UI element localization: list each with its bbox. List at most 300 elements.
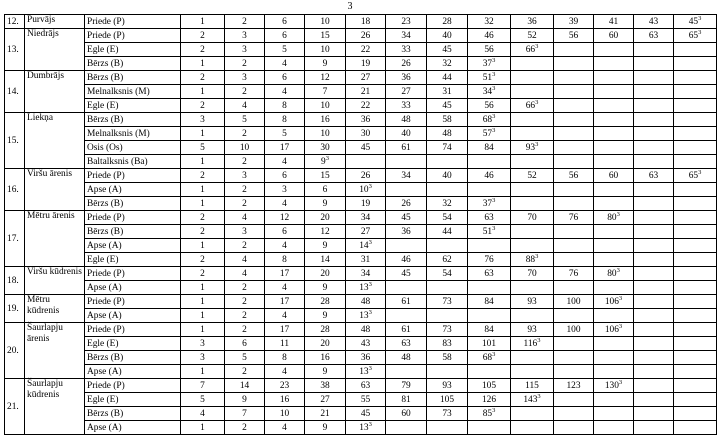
- species-name: Bērzs (B): [85, 351, 181, 365]
- value-cell: 10: [265, 407, 305, 421]
- value-cell: [554, 183, 594, 197]
- value-cell: 1: [181, 281, 225, 295]
- species-name: Priede (P): [85, 267, 181, 281]
- table-row: [5, 407, 717, 421]
- value-cell: [554, 141, 594, 155]
- species-name: Bērzs (B): [85, 197, 181, 211]
- value-cell: 7: [225, 407, 265, 421]
- value-cell: [634, 407, 674, 421]
- value-cell: 34: [386, 29, 427, 43]
- value-cell: 45: [386, 267, 427, 281]
- value-cell: 46: [468, 29, 511, 43]
- group-number: 18.: [5, 267, 25, 295]
- group-number: 19.: [5, 295, 25, 323]
- value-cell: [674, 365, 717, 379]
- value-cell: [594, 197, 634, 211]
- value-cell: 28: [305, 323, 346, 337]
- value-cell: [634, 267, 674, 281]
- species-name: Bērzs (B): [85, 225, 181, 239]
- value-cell: 4: [181, 407, 225, 421]
- value-cell: [554, 365, 594, 379]
- value-cell: 61: [386, 141, 427, 155]
- value-cell: [674, 127, 717, 141]
- value-cell: [634, 281, 674, 295]
- value-cell: 23: [265, 379, 305, 393]
- value-cell: [594, 365, 634, 379]
- species-name: Egle (E): [85, 99, 181, 113]
- value-cell: [554, 71, 594, 85]
- value-cell: [634, 323, 674, 337]
- forest-type-name: Šaurlapju kūdrenis: [25, 379, 85, 435]
- value-cell: $45^3$: [674, 15, 717, 29]
- value-cell: [511, 365, 554, 379]
- value-cell: 63: [468, 267, 511, 281]
- value-cell: 4: [265, 197, 305, 211]
- value-cell: [594, 225, 634, 239]
- value-cell: 56: [468, 99, 511, 113]
- value-cell: 4: [265, 155, 305, 169]
- value-cell: $37^3$: [468, 57, 511, 71]
- value-cell: 8: [265, 113, 305, 127]
- value-cell: 22: [346, 99, 386, 113]
- value-cell: 9: [305, 365, 346, 379]
- species-name: Egle (E): [85, 253, 181, 267]
- value-cell: 4: [265, 239, 305, 253]
- species-name: Apse (A): [85, 421, 181, 435]
- value-cell: 48: [346, 323, 386, 337]
- value-cell: 4: [265, 365, 305, 379]
- species-name: Priede (P): [85, 15, 181, 29]
- value-cell: [634, 127, 674, 141]
- table-row: [5, 211, 717, 225]
- value-cell: 70: [511, 211, 554, 225]
- value-cell: [674, 225, 717, 239]
- value-cell: [386, 365, 427, 379]
- value-cell: 93: [511, 295, 554, 309]
- table-row: [5, 85, 717, 99]
- value-cell: 1: [181, 127, 225, 141]
- value-cell: 1: [181, 309, 225, 323]
- value-cell: [594, 407, 634, 421]
- value-cell: [594, 337, 634, 351]
- forest-type-name: Dumbrājs: [25, 71, 85, 113]
- value-cell: 105: [468, 379, 511, 393]
- value-cell: [674, 281, 717, 295]
- value-cell: 20: [305, 211, 346, 225]
- value-cell: 26: [346, 169, 386, 183]
- value-cell: [594, 85, 634, 99]
- value-cell: 5: [181, 393, 225, 407]
- value-cell: 4: [225, 99, 265, 113]
- value-cell: 100: [554, 323, 594, 337]
- value-cell: 10: [305, 15, 346, 29]
- value-cell: 4: [265, 281, 305, 295]
- group-number: 12.: [5, 15, 25, 29]
- value-cell: [674, 295, 717, 309]
- value-cell: 2: [181, 99, 225, 113]
- value-cell: 3: [225, 71, 265, 85]
- table-row: [5, 141, 717, 155]
- value-cell: 2: [225, 15, 265, 29]
- value-cell: [634, 351, 674, 365]
- value-cell: [511, 239, 554, 253]
- value-cell: 45: [427, 43, 468, 57]
- value-cell: 54: [427, 211, 468, 225]
- value-cell: 56: [468, 43, 511, 57]
- value-cell: $65^3$: [674, 29, 717, 43]
- table-row: [5, 365, 717, 379]
- value-cell: 2: [181, 169, 225, 183]
- value-cell: 2: [181, 29, 225, 43]
- value-cell: 1: [181, 323, 225, 337]
- value-cell: $10^3$: [346, 183, 386, 197]
- value-cell: [511, 155, 554, 169]
- value-cell: [674, 407, 717, 421]
- value-cell: $88^3$: [511, 253, 554, 267]
- species-name: Priede (P): [85, 323, 181, 337]
- value-cell: [594, 183, 634, 197]
- value-cell: [634, 43, 674, 57]
- species-name: Priede (P): [85, 295, 181, 309]
- value-cell: $13^3$: [346, 365, 386, 379]
- value-cell: [674, 267, 717, 281]
- species-name: Bērzs (B): [85, 407, 181, 421]
- value-cell: 10: [225, 141, 265, 155]
- value-cell: 15: [305, 29, 346, 43]
- value-cell: 76: [468, 253, 511, 267]
- value-cell: $68^3$: [468, 351, 511, 365]
- value-cell: [674, 421, 717, 435]
- value-cell: [511, 113, 554, 127]
- value-cell: [674, 323, 717, 337]
- table-row: [5, 323, 717, 337]
- value-cell: [634, 365, 674, 379]
- value-cell: [594, 141, 634, 155]
- value-cell: 5: [225, 113, 265, 127]
- value-cell: 16: [265, 393, 305, 407]
- group-number: 21.: [5, 379, 25, 435]
- value-cell: [674, 393, 717, 407]
- value-cell: $106^3$: [594, 323, 634, 337]
- value-cell: 105: [427, 393, 468, 407]
- value-cell: 3: [225, 225, 265, 239]
- value-cell: [554, 281, 594, 295]
- value-cell: [511, 281, 554, 295]
- value-cell: 1: [181, 197, 225, 211]
- value-cell: 48: [386, 351, 427, 365]
- value-cell: [511, 421, 554, 435]
- value-cell: 81: [386, 393, 427, 407]
- value-cell: 56: [554, 29, 594, 43]
- forest-type-name: Viršu ārenis: [25, 169, 85, 211]
- value-cell: 36: [346, 113, 386, 127]
- value-cell: 12: [305, 225, 346, 239]
- species-name: Apse (A): [85, 281, 181, 295]
- value-cell: 6: [225, 337, 265, 351]
- value-cell: 45: [386, 211, 427, 225]
- value-cell: [594, 99, 634, 113]
- value-cell: [634, 295, 674, 309]
- value-cell: 2: [225, 281, 265, 295]
- value-cell: 60: [386, 407, 427, 421]
- value-cell: 36: [346, 351, 386, 365]
- value-cell: 3: [225, 29, 265, 43]
- value-cell: 62: [427, 253, 468, 267]
- value-cell: [554, 113, 594, 127]
- value-cell: [427, 421, 468, 435]
- value-cell: 1: [181, 295, 225, 309]
- value-cell: $68^3$: [468, 113, 511, 127]
- table-row: [5, 337, 717, 351]
- value-cell: 40: [386, 127, 427, 141]
- value-cell: 23: [386, 15, 427, 29]
- value-cell: 2: [225, 57, 265, 71]
- value-cell: 20: [305, 267, 346, 281]
- value-cell: 43: [634, 15, 674, 29]
- species-name: Bērzs (B): [85, 113, 181, 127]
- value-cell: [554, 239, 594, 253]
- value-cell: $65^3$: [674, 169, 717, 183]
- value-cell: 3: [181, 351, 225, 365]
- forest-type-name: Mētru kūdrenis: [25, 295, 85, 323]
- value-cell: 5: [181, 141, 225, 155]
- value-cell: [674, 309, 717, 323]
- value-cell: [594, 351, 634, 365]
- value-cell: 8: [265, 99, 305, 113]
- value-cell: 46: [386, 253, 427, 267]
- value-cell: [634, 141, 674, 155]
- group-number: 20.: [5, 323, 25, 379]
- value-cell: 2: [225, 85, 265, 99]
- value-cell: [674, 71, 717, 85]
- table-row: [5, 239, 717, 253]
- species-name: Apse (A): [85, 183, 181, 197]
- value-cell: 2: [181, 211, 225, 225]
- value-cell: 14: [225, 379, 265, 393]
- value-cell: 48: [427, 127, 468, 141]
- value-cell: 16: [305, 351, 346, 365]
- value-cell: [634, 421, 674, 435]
- value-cell: 58: [427, 351, 468, 365]
- value-cell: $80^3$: [594, 267, 634, 281]
- value-cell: [554, 57, 594, 71]
- value-cell: $14^3$: [346, 239, 386, 253]
- value-cell: 14: [305, 253, 346, 267]
- table-row: [5, 379, 717, 393]
- value-cell: [427, 309, 468, 323]
- value-cell: 126: [468, 393, 511, 407]
- value-cell: 45: [427, 99, 468, 113]
- value-cell: 3: [181, 113, 225, 127]
- value-cell: 40: [427, 29, 468, 43]
- value-cell: [674, 155, 717, 169]
- value-cell: 100: [554, 295, 594, 309]
- value-cell: [634, 85, 674, 99]
- value-cell: 34: [386, 169, 427, 183]
- value-cell: 2: [225, 127, 265, 141]
- value-cell: 30: [346, 127, 386, 141]
- value-cell: 4: [225, 267, 265, 281]
- value-cell: 6: [305, 183, 346, 197]
- table-row: [5, 197, 717, 211]
- value-cell: 19: [346, 197, 386, 211]
- value-cell: [674, 85, 717, 99]
- value-cell: [634, 113, 674, 127]
- value-cell: [346, 155, 386, 169]
- value-cell: [554, 309, 594, 323]
- value-cell: [594, 155, 634, 169]
- page-number: 3: [347, 1, 353, 12]
- value-cell: [594, 239, 634, 253]
- value-cell: 26: [346, 29, 386, 43]
- value-cell: 45: [346, 407, 386, 421]
- value-cell: 2: [225, 295, 265, 309]
- forest-type-name: Šaurlapju ārenis: [25, 323, 85, 379]
- value-cell: 9: [305, 309, 346, 323]
- value-cell: 63: [634, 29, 674, 43]
- value-cell: 73: [427, 295, 468, 309]
- value-cell: [386, 421, 427, 435]
- species-name: Priede (P): [85, 169, 181, 183]
- value-cell: [511, 407, 554, 421]
- value-cell: 84: [468, 295, 511, 309]
- value-cell: 15: [305, 169, 346, 183]
- value-cell: 27: [346, 71, 386, 85]
- value-cell: [634, 337, 674, 351]
- value-cell: [674, 197, 717, 211]
- value-cell: [594, 281, 634, 295]
- value-cell: 26: [386, 197, 427, 211]
- value-cell: 3: [181, 337, 225, 351]
- value-cell: 12: [265, 211, 305, 225]
- table-row: [5, 57, 717, 71]
- value-cell: [634, 57, 674, 71]
- value-cell: 8: [265, 351, 305, 365]
- value-cell: [634, 155, 674, 169]
- value-cell: 93: [511, 323, 554, 337]
- value-cell: 44: [427, 71, 468, 85]
- species-name: Apse (A): [85, 239, 181, 253]
- value-cell: [427, 183, 468, 197]
- value-cell: 28: [305, 295, 346, 309]
- value-cell: [468, 365, 511, 379]
- value-cell: 84: [468, 141, 511, 155]
- value-cell: 3: [225, 43, 265, 57]
- value-cell: [511, 183, 554, 197]
- value-cell: [427, 155, 468, 169]
- table-row: [5, 43, 717, 57]
- value-cell: 54: [427, 267, 468, 281]
- value-cell: [594, 253, 634, 267]
- species-name: Apse (A): [85, 365, 181, 379]
- value-cell: $51^3$: [468, 225, 511, 239]
- value-cell: 41: [594, 15, 634, 29]
- value-cell: 17: [265, 295, 305, 309]
- value-cell: [674, 43, 717, 57]
- value-cell: 27: [346, 225, 386, 239]
- value-cell: [674, 211, 717, 225]
- value-cell: 17: [265, 267, 305, 281]
- value-cell: 46: [468, 169, 511, 183]
- forest-type-name: Liekņa: [25, 113, 85, 169]
- value-cell: 1: [181, 57, 225, 71]
- species-name: Egle (E): [85, 43, 181, 57]
- value-cell: 1: [181, 365, 225, 379]
- value-cell: 36: [386, 225, 427, 239]
- value-cell: [554, 351, 594, 365]
- value-cell: [554, 127, 594, 141]
- value-cell: 6: [265, 15, 305, 29]
- value-cell: [634, 211, 674, 225]
- value-cell: 5: [265, 127, 305, 141]
- value-cell: 76: [554, 267, 594, 281]
- value-cell: 16: [305, 113, 346, 127]
- value-cell: 10: [305, 127, 346, 141]
- value-cell: 6: [265, 29, 305, 43]
- value-cell: [468, 309, 511, 323]
- value-cell: 6: [265, 225, 305, 239]
- value-cell: 70: [511, 267, 554, 281]
- value-cell: 1: [181, 239, 225, 253]
- value-cell: 1: [181, 421, 225, 435]
- value-cell: 30: [305, 141, 346, 155]
- species-name: Melnalksnis (M): [85, 85, 181, 99]
- value-cell: [674, 57, 717, 71]
- value-cell: 61: [386, 323, 427, 337]
- value-cell: 26: [386, 57, 427, 71]
- value-cell: 2: [225, 323, 265, 337]
- value-cell: 9: [305, 281, 346, 295]
- value-cell: 40: [427, 169, 468, 183]
- value-cell: 73: [427, 323, 468, 337]
- species-name: Apse (A): [85, 309, 181, 323]
- forest-type-name: Niedrājs: [25, 29, 85, 71]
- value-cell: 2: [225, 155, 265, 169]
- value-cell: [554, 337, 594, 351]
- value-cell: 63: [346, 379, 386, 393]
- value-cell: [554, 99, 594, 113]
- species-name: Melnalksnis (M): [85, 127, 181, 141]
- value-cell: 31: [346, 253, 386, 267]
- value-cell: [386, 239, 427, 253]
- value-cell: 32: [468, 15, 511, 29]
- value-cell: [594, 43, 634, 57]
- value-cell: 34: [346, 211, 386, 225]
- table-body: [5, 15, 717, 435]
- value-cell: 4: [265, 421, 305, 435]
- forest-type-name: Purvājs: [25, 15, 85, 29]
- value-cell: 32: [427, 197, 468, 211]
- value-cell: [468, 155, 511, 169]
- group-number: 14.: [5, 71, 25, 113]
- table-row: [5, 295, 717, 309]
- forest-type-name: Viršu kūdrenis: [25, 267, 85, 295]
- species-name: Priede (P): [85, 211, 181, 225]
- value-cell: [554, 421, 594, 435]
- table-row: [5, 169, 717, 183]
- value-cell: $13^3$: [346, 309, 386, 323]
- value-cell: 27: [305, 393, 346, 407]
- value-cell: [634, 99, 674, 113]
- value-cell: 60: [594, 169, 634, 183]
- species-name: Egle (E): [85, 337, 181, 351]
- value-cell: [594, 421, 634, 435]
- value-cell: [594, 309, 634, 323]
- value-cell: [511, 309, 554, 323]
- value-cell: 4: [265, 85, 305, 99]
- value-cell: $85^3$: [468, 407, 511, 421]
- value-cell: [468, 281, 511, 295]
